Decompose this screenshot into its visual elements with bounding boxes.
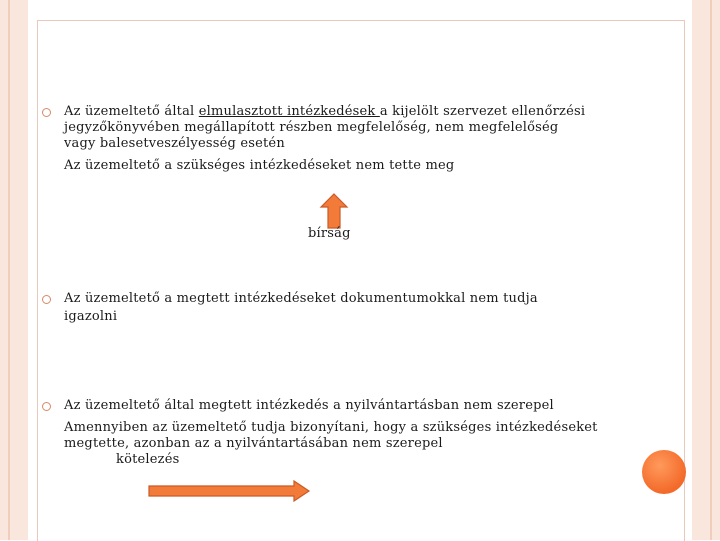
up-arrow-icon [320,193,348,229]
arrow-label-birsag: bírság [308,226,351,241]
block1-line1-suffix: a kijelölt szervezet ellenőrzési [379,104,586,119]
block1-line4: Az üzemeltető a szükséges intézkedéseket nem tette meg [64,158,455,173]
right-arrow-icon [148,480,310,502]
block1-line2: jegyzőkönyvében megállapított részben megfelelőség, nem megfelelőség [64,120,559,135]
right-frame-band [692,0,720,540]
block1-line1-underlined: elmulasztott intézkedések [198,104,380,119]
left-frame-band [0,0,28,540]
bullet-3 [42,402,51,411]
decorative-orange-circle [642,450,686,494]
right-frame-line [710,0,712,540]
block3-line1: Az üzemeltető által megtett intézkedés a nyilvántartásban nem szerepel [64,398,554,413]
block3-line3: megtette, azonban az a nyilvántartásában nem szerepel [64,436,443,451]
bullet-2 [42,295,51,304]
block2-line1: Az üzemeltető a megtett intézkedéseket dokumentumokkal nem tudja [64,291,538,306]
block1-line1-prefix: Az üzemeltető által [64,104,199,119]
block3-line4: kötelezés [116,452,180,467]
block1-line3: vagy balesetveszélyesség esetén [64,136,285,151]
block2-line2: igazolni [64,309,118,324]
block3-line2: Amennyiben az üzemeltető tudja bizonyítani, hogy a szükséges intézkedéseket [64,420,598,435]
bullet-1 [42,108,51,117]
left-frame-line [8,0,10,540]
block1-line1 [64,105,585,119]
